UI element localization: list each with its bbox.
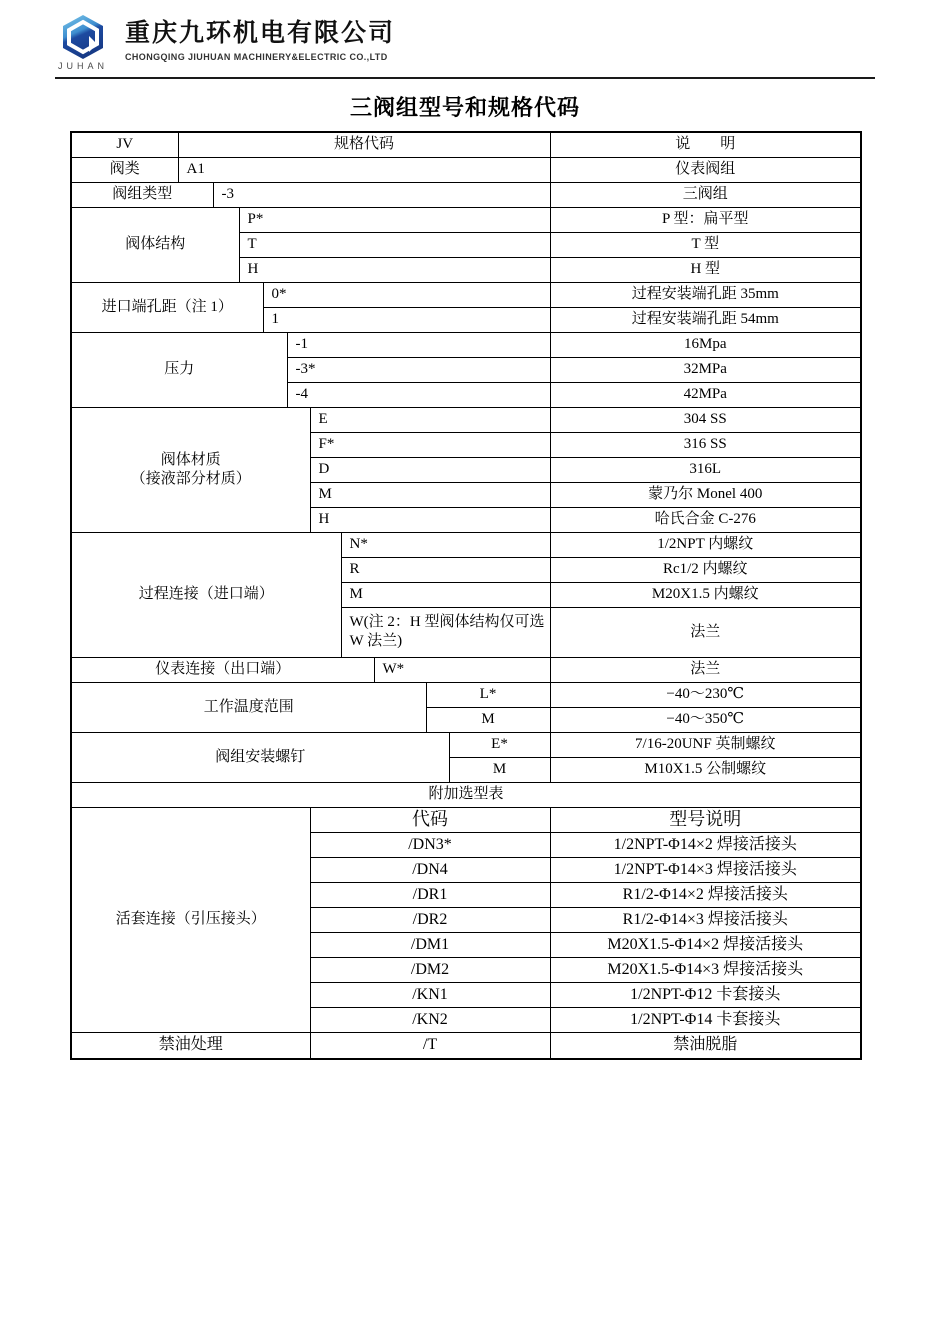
table-header-desc: 说 明 (550, 132, 861, 157)
spec-code: /DN4 (310, 857, 550, 882)
company-name-cn: 重庆九环机电有限公司 (125, 19, 396, 47)
spec-desc: 1/2NPT-Φ14×2 焊接活接头 (550, 832, 861, 857)
spec-desc: 哈氏合金 C-276 (550, 507, 861, 532)
spec-code: /DR2 (310, 907, 550, 932)
company-names (125, 14, 395, 62)
category-label: 活套连接（引压接头） (71, 807, 310, 1032)
spec-code: F* (310, 432, 550, 457)
spec-desc: 1/2NPT-Φ14×3 焊接活接头 (550, 857, 861, 882)
category-label: 阀类 (71, 157, 178, 182)
spec-code: R (341, 557, 550, 582)
spec-code: /DM1 (310, 932, 550, 957)
category-label-line1: 阀体材质 (160, 451, 221, 468)
spec-desc: Rc1/2 内螺纹 (550, 557, 861, 582)
spec-code: -3* (287, 357, 550, 382)
spec-code: M (449, 757, 550, 782)
spec-code: -1 (287, 332, 550, 357)
spec-desc: 法兰 (550, 607, 861, 657)
category-label-line2: （接液部分材质） (130, 470, 251, 487)
spec-desc: R1/2-Φ14×2 焊接活接头 (550, 882, 861, 907)
spec-desc: 316L (550, 457, 861, 482)
spec-code: H (239, 257, 550, 282)
spec-desc: T 型 (550, 232, 861, 257)
spec-desc: M10X1.5 公制螺纹 (550, 757, 861, 782)
spec-desc: −40～230℃ (550, 682, 861, 707)
category-label: 禁油处理 (71, 1032, 310, 1059)
spec-desc: 蒙乃尔 Monel 400 (550, 482, 861, 507)
page-title: 三阀组型号和规格代码 (349, 95, 580, 120)
spec-desc: 1/2NPT-Φ14 卡套接头 (550, 1007, 861, 1032)
category-label: 阀组类型 (71, 182, 213, 207)
spec-code: /KN2 (310, 1007, 550, 1032)
table-header-jv: JV (71, 132, 178, 157)
spec-code: E* (449, 732, 550, 757)
additional-desc-header: 型号说明 (550, 807, 861, 832)
additional-options-banner: 附加选型表 (71, 782, 861, 807)
spec-desc: 42MPa (550, 382, 861, 407)
spec-code: P* (239, 207, 550, 232)
category-label: 阀组安装螺钉 (71, 732, 449, 782)
spec-desc: −40～350℃ (550, 707, 861, 732)
spec-desc: 过程安装端孔距 35mm (550, 282, 861, 307)
category-label (71, 407, 310, 532)
category-label: 阀体结构 (71, 207, 239, 282)
hexagon-logo-icon (59, 14, 107, 60)
category-label: 工作温度范围 (71, 682, 426, 732)
table-header-code: 规格代码 (178, 132, 550, 157)
spec-code: E (310, 407, 550, 432)
spec-desc: 法兰 (550, 657, 861, 682)
company-name-en: CHONGQING JIUHUAN MACHINERY&ELECTRIC CO.,LTD (125, 51, 388, 62)
spec-code: M (426, 707, 550, 732)
spec-code: /DM2 (310, 957, 550, 982)
spec-desc: 三阀组 (550, 182, 861, 207)
spec-desc: H 型 (550, 257, 861, 282)
spec-code: N* (341, 532, 550, 557)
spec-code: /KN1 (310, 982, 550, 1007)
category-label: 仪表连接（出口端） (71, 657, 374, 682)
spec-desc: 304 SS (550, 407, 861, 432)
spec-code: L* (426, 682, 550, 707)
spec-code: /DN3* (310, 832, 550, 857)
spec-desc: 7/16-20UNF 英制螺纹 (550, 732, 861, 757)
spec-desc: 32MPa (550, 357, 861, 382)
spec-desc: 禁油脱脂 (550, 1032, 861, 1059)
spec-desc: 316 SS (550, 432, 861, 457)
spec-desc: M20X1.5-Φ14×2 焊接活接头 (550, 932, 861, 957)
spec-code: -3 (213, 182, 550, 207)
spec-desc: P 型：扁平型 (550, 207, 861, 232)
spec-desc: R1/2-Φ14×3 焊接活接头 (550, 907, 861, 932)
spec-code: T (239, 232, 550, 257)
company-logo (55, 14, 111, 71)
spec-code: W* (374, 657, 550, 682)
spec-desc: 16Mpa (550, 332, 861, 357)
spec-code: W(注 2：H 型阀体结构仅可选 W 法兰) (341, 607, 550, 657)
spec-code: -4 (287, 382, 550, 407)
spec-code: /DR1 (310, 882, 550, 907)
spec-desc: 仪表阀组 (550, 157, 861, 182)
logo-wordmark: JUHAN (57, 61, 108, 71)
additional-code-header: 代码 (310, 807, 550, 832)
letterhead (0, 0, 930, 71)
spec-code: 0* (263, 282, 550, 307)
header-rule (55, 77, 875, 79)
spec-code: M (341, 582, 550, 607)
category-label: 进口端孔距（注 1） (71, 282, 263, 332)
spec-desc: M20X1.5-Φ14×3 焊接活接头 (550, 957, 861, 982)
category-label: 过程连接（进口端） (71, 532, 341, 657)
spec-code: M (310, 482, 550, 507)
spec-desc: 过程安装端孔距 54mm (550, 307, 861, 332)
spec-code: D (310, 457, 550, 482)
category-label: 压力 (71, 332, 287, 407)
spec-table (70, 131, 862, 1060)
spec-desc: M20X1.5 内螺纹 (550, 582, 861, 607)
spec-code: /T (310, 1032, 550, 1059)
spec-code: 1 (263, 307, 550, 332)
spec-code: A1 (178, 157, 550, 182)
spec-desc: 1/2NPT-Φ12 卡套接头 (550, 982, 861, 1007)
spec-code: H (310, 507, 550, 532)
spec-desc: 1/2NPT 内螺纹 (550, 532, 861, 557)
